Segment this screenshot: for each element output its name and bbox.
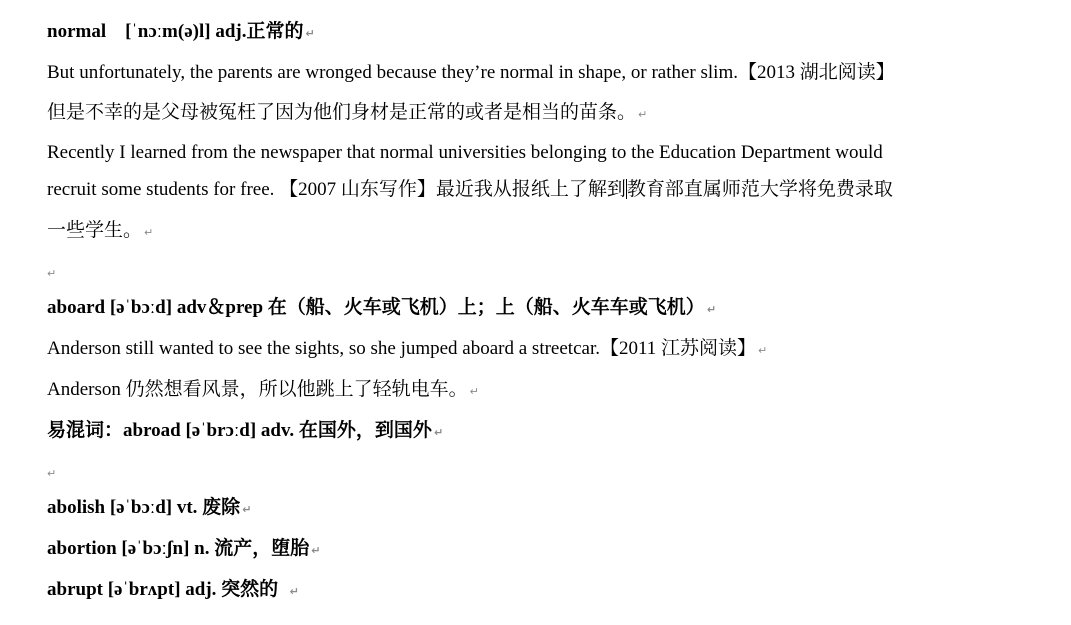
example-en-text: But unfortunately, the parents are wronged because they’re normal in shape, or rather slim.【2013 湖北阅读】 (47, 62, 895, 83)
example-zh (47, 101, 647, 127)
paragraph-mark: ↵ (305, 27, 315, 40)
example2-line2a-text: recruit some students for free. 【2007 山东写作】最近我从报纸上了解到 (47, 179, 626, 200)
empty-paragraph (47, 260, 56, 286)
aboard-example-en (47, 337, 767, 363)
pos-meaning: adj.正常的 (215, 21, 304, 42)
paragraph-mark: ↵ (706, 303, 717, 316)
example-zh-text: 但是不幸的是父母被冤枉了因为他们身材是正常的或者是相当的苗条。 (47, 102, 637, 123)
paragraph-mark: ↵ (144, 226, 154, 239)
aboard-headword-line: aboard [əˈbɔːd] adv＆prep 在（船、火车或飞机）上；上（船、火车车或飞机） (47, 297, 705, 318)
empty-paragraph-2 (47, 460, 56, 486)
paragraph-mark: ↵ (758, 344, 768, 357)
example2-line3 (47, 219, 153, 245)
example2-line2b-text: 教育部直属师范大学将免费录取 (626, 179, 893, 200)
entry-aboard-heading (47, 296, 716, 322)
example-en (47, 61, 895, 85)
paragraph-mark: ↵ (638, 108, 648, 121)
headword: normal (47, 21, 107, 42)
entry-normal-heading (47, 20, 315, 46)
paragraph-mark: ↵ (242, 503, 252, 516)
paragraph-mark: ↵ (47, 267, 57, 280)
aboard-example-zh (47, 378, 479, 404)
paragraph-mark: ↵ (469, 385, 479, 398)
abolish-headword-line: abolish [əˈbɔːd] vt. 废除 (47, 497, 241, 518)
example2-line1-text: Recently I learned from the newspaper that normal universities belonging to the Education Department would (47, 142, 883, 163)
example2-line2 (47, 178, 893, 202)
paragraph-mark: ↵ (289, 585, 299, 598)
paragraph-mark: ↵ (433, 426, 444, 439)
paragraph-mark: ↵ (311, 544, 321, 557)
abrupt-headword-line: abrupt [əˈbrʌpt] adj. 突然的 (47, 579, 283, 600)
example2-line3-text: 一些学生。 (47, 220, 143, 241)
confusable-word (47, 419, 443, 445)
confusable-text: 易混词：abroad [əˈbrɔːd] adv. 在国外，到国外 (47, 420, 432, 441)
abortion-headword-line: abortion [əˈbɔːʃn] n. 流产，堕胎 (47, 538, 310, 559)
entry-abrupt-heading (47, 578, 299, 604)
paragraph-mark: ↵ (47, 467, 57, 480)
aboard-example-zh-text: Anderson 仍然想看风景，所以他跳上了轻轨电车。 (47, 379, 468, 400)
phonetic: [ˈnɔːm(ə)l] (125, 21, 211, 42)
entry-abortion-heading (47, 537, 320, 563)
entry-abolish-heading (47, 496, 251, 522)
example2-line1 (47, 141, 883, 165)
aboard-example-en-text: Anderson still wanted to see the sights, so she jumped aboard a streetcar.【2011 江苏阅读】 (47, 338, 757, 359)
